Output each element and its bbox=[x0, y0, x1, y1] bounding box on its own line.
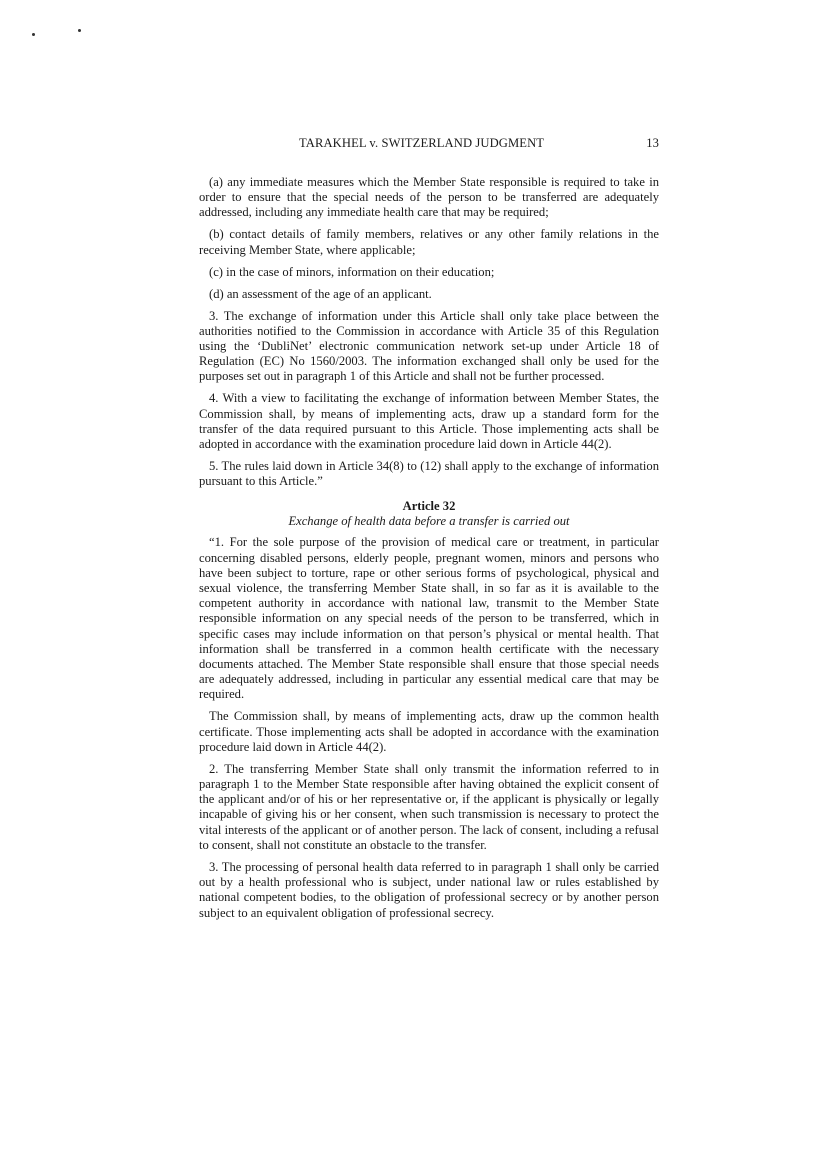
paragraph-4: 4. With a view to facilitating the exchange of information between Member States, the Commission shall, by means of implementing acts, draw up a standard form for the transfer of the data required pursuant to this Article. Those implementing acts shall be adopted in accordance with the examination procedure laid down in Article 44(2). bbox=[199, 391, 659, 452]
paragraph-5: 5. The rules laid down in Article 34(8) to (12) shall apply to the exchange of information pursuant to this Article.” bbox=[199, 459, 659, 489]
paragraph-item-c: (c) in the case of minors, information on their education; bbox=[209, 264, 495, 279]
article-subtitle: Exchange of health data before a transfer is carried out bbox=[288, 514, 570, 529]
paragraph-item-b: (b) contact details of family members, relatives or any other family relations in the receiving Member State, where applicable; bbox=[199, 227, 659, 257]
paragraph-3: 3. The exchange of information under this Article shall only take place between the authorities notified to the Commission in accordance with Article 35 of this Regulation using the ‘DubliNet’ electronic communication network set-up under Article 18 of Regulation (EC) No 1560/2003. The information exchanged shall only be used for the purposes set out in paragraph 1 of this Article and shall not be further processed. bbox=[199, 308, 659, 384]
paragraph-item-a: (a) any immediate measures which the Member State responsible is required to take in order to ensure that the special needs of the person to be transferred are adequately addressed, including any immediate health care that may be required; bbox=[199, 175, 659, 220]
article-paragraph-1: “1. For the sole purpose of the provision of medical care or treatment, in particular concerning disabled persons, elderly people, pregnant women, minors and persons who have been subject to torture, rape or other serious forms of psychological, physical and sexual violence, the transferring Member State shall, in so far as it is available to the competent authority in accordance with national law, transmit to the Member State responsible information on any special needs of the person to be transferred, which in specific cases may include information on that person’s physical or mental health. That information shall be transferred in a common health certificate with the necessary documents attached. The Member State responsible shall ensure that those special needs are adequately addressed, including in particular any essential medical care that may be required. bbox=[199, 535, 659, 702]
article-paragraph-3: 3. The processing of personal health data referred to in paragraph 1 shall only be carried out by a health professional who is subject, under national law or rules established by national competent bodies, to the obligation of professional secrecy or by another person subject to an equivalent obligation of professional secrecy. bbox=[199, 859, 659, 920]
page-header bbox=[199, 136, 659, 154]
scan-speck bbox=[78, 29, 81, 32]
article-title: Article 32 bbox=[402, 499, 456, 514]
article-paragraph-commission: The Commission shall, by means of implementing acts, draw up the common health certificate. Those implementing acts shall be adopted in accordance with the examination procedure laid down in Article 44(2). bbox=[199, 709, 659, 754]
document-body bbox=[199, 175, 659, 928]
article-paragraph-2: 2. The transferring Member State shall only transmit the information referred to in paragraph 1 to the Member State responsible after having obtained the explicit consent of the applicant and/or of his or her representative or, if the applicant is physically or legally incapable of giving his or her consent, when such transmission is necessary to protect the vital interests of the applicant or of another person. The lack of consent, including a refusal to consent, shall not constitute an obstacle to the transfer. bbox=[199, 761, 659, 852]
paragraph-item-d: (d) an assessment of the age of an applicant. bbox=[209, 286, 432, 301]
running-title: TARAKHEL v. SWITZERLAND JUDGMENT bbox=[299, 136, 545, 150]
page-number: 13 bbox=[646, 136, 659, 150]
scan-speck bbox=[32, 33, 35, 36]
